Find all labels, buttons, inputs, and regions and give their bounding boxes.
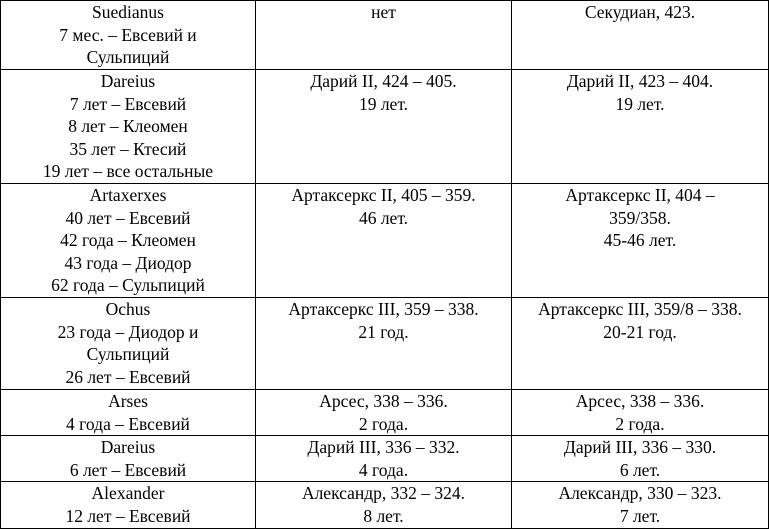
- table-row-darius-iii: [1, 436, 769, 482]
- reign-length: 6 лет.: [619, 459, 661, 480]
- reign-source: 62 года – Сульпиций: [51, 275, 205, 296]
- reign-length: 4 года.: [358, 459, 409, 480]
- reign-dates: Секудиан, 423.: [584, 2, 696, 22]
- ruler-name: Alexander: [91, 483, 165, 504]
- reign-source: 26 лет – Евсевий: [65, 366, 191, 387]
- reign-dates: Дарий II, 423 – 404.: [566, 71, 714, 91]
- ruler-name: Dareius: [100, 71, 156, 91]
- reign-dates: Артаксеркс III, 359 – 338.: [288, 299, 479, 319]
- chronology-cell: [512, 436, 769, 482]
- reign-length: 19 лет.: [358, 93, 409, 114]
- table-row-darius-ii: [1, 70, 769, 184]
- reign-dates: Александр, 332 – 324.: [301, 483, 466, 504]
- reign-dates: нет: [371, 2, 396, 22]
- reign-source: 12 лет – Евсевий: [65, 505, 191, 526]
- reign-source: 23 года – Диодор и: [57, 321, 199, 342]
- reign-length: 21 год.: [358, 321, 409, 342]
- ruler-cell: [1, 184, 256, 298]
- reign-source: 7 мес. – Евсевий и: [59, 24, 197, 45]
- reign-length: 45-46 лет.: [603, 230, 677, 251]
- chronology-cell: [512, 390, 769, 436]
- reign-source: Сульпиций: [86, 47, 170, 68]
- reign-source: 6 лет – Евсевий: [69, 459, 187, 480]
- reign-length: 8 лет.: [363, 505, 404, 526]
- reign-dates: Арсес, 338 – 336.: [575, 391, 705, 411]
- reign-length: 19 лет.: [615, 93, 665, 114]
- reign-source: 19 лет – все остальные: [42, 161, 214, 182]
- chronology-cell: [512, 482, 769, 528]
- ruler-name: Suedianus: [92, 2, 164, 22]
- reign-length: 7 лет.: [619, 505, 661, 526]
- chronology-cell: [256, 390, 512, 436]
- chronology-cell: [256, 70, 512, 184]
- ruler-name: Arses: [108, 391, 148, 411]
- ruler-name: Artaxerxes: [89, 185, 167, 205]
- table-row-sogdianus: [1, 1, 769, 70]
- chronology-cell: [512, 298, 769, 390]
- reign-length: 20-21 год.: [603, 321, 677, 342]
- reign-source: 43 года – Диодор: [64, 252, 192, 273]
- reign-dates: Арсес, 338 – 336.: [319, 391, 448, 411]
- chronology-cell: [512, 70, 769, 184]
- reign-dates: Дарий III, 336 – 332.: [307, 437, 460, 458]
- reign-source: 42 года – Клеомен: [60, 230, 196, 251]
- reign-dates: Дарий II, 424 – 405.: [310, 71, 457, 91]
- chronology-cell: [256, 298, 512, 390]
- chronology-cell: [256, 1, 512, 70]
- reign-length: 2 года.: [358, 413, 409, 434]
- reign-source: 35 лет – Ктесий: [69, 138, 187, 159]
- chronology-cell: [256, 482, 512, 528]
- reign-length: 46 лет.: [358, 207, 409, 228]
- reign-dates: Дарий III, 336 – 330.: [563, 437, 717, 458]
- chronology-cell: [256, 184, 512, 298]
- ruler-cell: [1, 298, 256, 390]
- reign-source: 4 года – Евсевий: [66, 413, 190, 434]
- reign-dates: Артаксеркс II, 404 –: [565, 185, 715, 205]
- chronology-cell: [256, 436, 512, 482]
- table-row-artaxerxes-iii: [1, 298, 769, 390]
- ruler-cell: [1, 1, 256, 70]
- ruler-name: Dareius: [100, 437, 156, 458]
- reign-source: 7 лет – Евсевий: [69, 93, 187, 114]
- chronology-cell: [512, 184, 769, 298]
- reign-dates: 359/358.: [609, 207, 671, 228]
- table-row-alexander: [1, 482, 769, 528]
- reign-dates: Артаксеркс III, 359/8 – 338.: [538, 299, 742, 319]
- reign-length: 2 года.: [615, 413, 665, 434]
- reign-source: Сульпиций: [86, 344, 170, 365]
- reign-dates: Александр, 330 – 323.: [558, 483, 722, 504]
- table-row-arses: [1, 390, 769, 436]
- chronology-cell: [512, 1, 769, 70]
- reign-source: 40 лет – Евсевий: [65, 207, 191, 228]
- ruler-cell: [1, 482, 256, 528]
- ruler-cell: [1, 70, 256, 184]
- ruler-cell: [1, 390, 256, 436]
- ruler-cell: [1, 436, 256, 482]
- reign-source: 8 лет – Клеомен: [68, 116, 188, 137]
- ruler-name: Ochus: [105, 299, 151, 319]
- table-row-artaxerxes-ii: [1, 184, 769, 298]
- reign-dates: Артаксеркс II, 405 – 359.: [291, 185, 476, 205]
